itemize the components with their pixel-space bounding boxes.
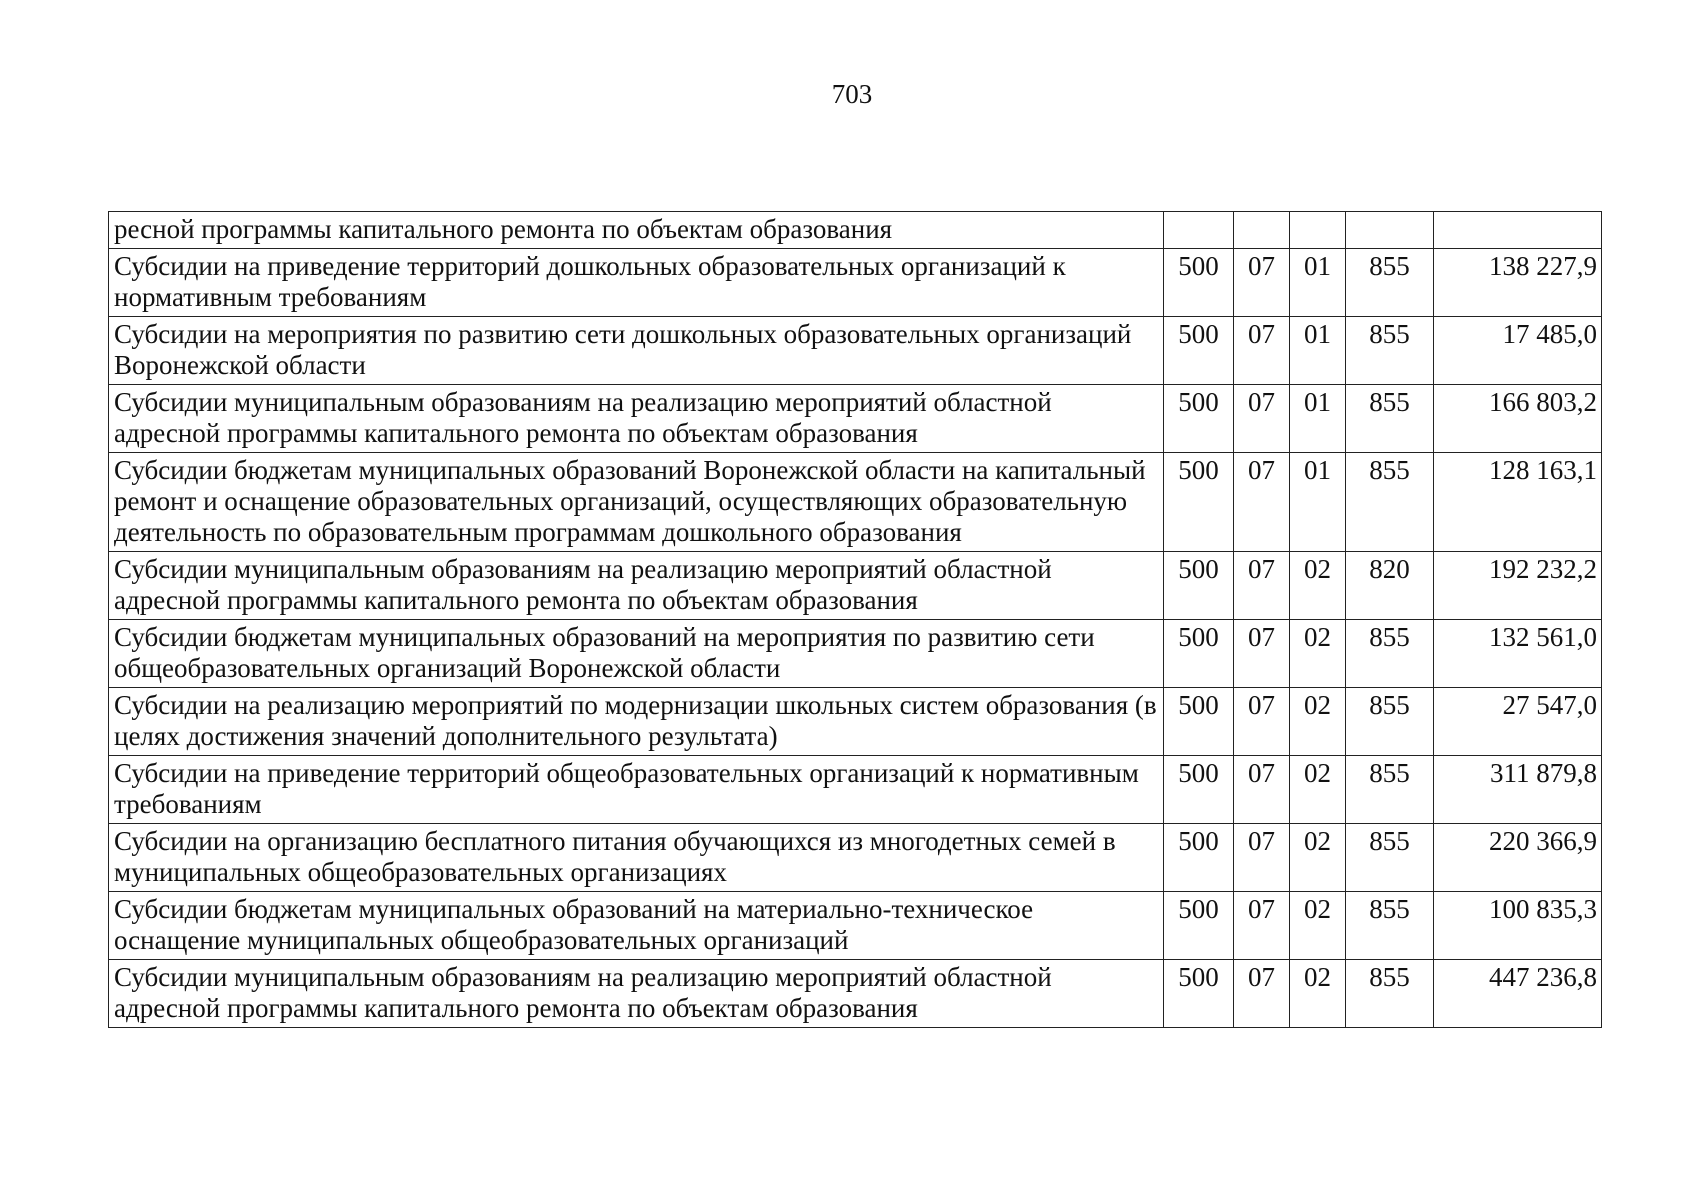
table-row [109,960,1602,1028]
amount: 220 366,9 [1434,824,1602,892]
ministry-code: 500 [1164,960,1234,1028]
subsection-code: 01 [1290,453,1346,552]
table-row [109,212,1602,249]
expense-type-code: 820 [1346,552,1434,620]
subsection-code: 01 [1290,317,1346,385]
ministry-code: 500 [1164,688,1234,756]
table-row [109,249,1602,317]
section-code [1234,212,1290,249]
expense-type-code: 855 [1346,317,1434,385]
subsection-code: 02 [1290,620,1346,688]
row-description: Субсидии муниципальным образованиям на реализацию мероприятий областной адресной программы капитального ремонта по объектам образования [109,385,1164,453]
table-row [109,552,1602,620]
expense-type-code: 855 [1346,824,1434,892]
subsection-code: 01 [1290,249,1346,317]
section-code: 07 [1234,756,1290,824]
section-code: 07 [1234,892,1290,960]
row-description: Субсидии на приведение территорий общеобразовательных организаций к нормативным требованиям [109,756,1164,824]
section-code: 07 [1234,453,1290,552]
section-code: 07 [1234,824,1290,892]
ministry-code: 500 [1164,756,1234,824]
amount: 138 227,9 [1434,249,1602,317]
expense-type-code: 855 [1346,688,1434,756]
table-row [109,892,1602,960]
subsection-code: 02 [1290,824,1346,892]
expense-type-code: 855 [1346,620,1434,688]
amount: 27 547,0 [1434,688,1602,756]
row-description: Субсидии бюджетам муниципальных образований на мероприятия по развитию сети общеобразовательных организаций Воронежской области [109,620,1164,688]
section-code: 07 [1234,620,1290,688]
ministry-code: 500 [1164,892,1234,960]
row-description: Субсидии муниципальным образованиям на реализацию мероприятий областной адресной программы капитального ремонта по объектам образования [109,960,1164,1028]
expense-type-code: 855 [1346,385,1434,453]
amount: 447 236,8 [1434,960,1602,1028]
row-description: Субсидии на мероприятия по развитию сети дошкольных образовательных организаций Воронежской области [109,317,1164,385]
amount: 132 561,0 [1434,620,1602,688]
expense-type-code: 855 [1346,892,1434,960]
amount: 311 879,8 [1434,756,1602,824]
row-description: ресной программы капитального ремонта по объектам образования [109,212,1164,249]
section-code: 07 [1234,249,1290,317]
table-row [109,756,1602,824]
row-description: Субсидии муниципальным образованиям на реализацию мероприятий областной адресной программы капитального ремонта по объектам образования [109,552,1164,620]
section-code: 07 [1234,552,1290,620]
section-code: 07 [1234,385,1290,453]
ministry-code: 500 [1164,552,1234,620]
section-code: 07 [1234,688,1290,756]
table-row [109,620,1602,688]
row-description: Субсидии на организацию бесплатного питания обучающихся из многодетных семей в муниципальных общеобразовательных организациях [109,824,1164,892]
ministry-code: 500 [1164,385,1234,453]
ministry-code: 500 [1164,620,1234,688]
table-row [109,824,1602,892]
budget-table [108,211,1602,1028]
amount: 100 835,3 [1434,892,1602,960]
expense-type-code [1346,212,1434,249]
expense-type-code: 855 [1346,756,1434,824]
ministry-code: 500 [1164,824,1234,892]
page-number: 703 [831,79,873,109]
ministry-code: 500 [1164,453,1234,552]
subsection-code: 02 [1290,552,1346,620]
subsection-code: 02 [1290,688,1346,756]
expense-type-code: 855 [1346,960,1434,1028]
expense-type-code: 855 [1346,453,1434,552]
amount: 166 803,2 [1434,385,1602,453]
table-row [109,688,1602,756]
table-row [109,317,1602,385]
subsection-code: 02 [1290,756,1346,824]
expense-type-code: 855 [1346,249,1434,317]
amount: 192 232,2 [1434,552,1602,620]
section-code: 07 [1234,317,1290,385]
subsection-code: 02 [1290,960,1346,1028]
amount: 128 163,1 [1434,453,1602,552]
section-code: 07 [1234,960,1290,1028]
ministry-code: 500 [1164,317,1234,385]
ministry-code: 500 [1164,249,1234,317]
table-row [109,453,1602,552]
subsection-code [1290,212,1346,249]
row-description: Субсидии бюджетам муниципальных образований на материально-техническое оснащение муниципальных общеобразовательных организаций [109,892,1164,960]
table-row [109,385,1602,453]
row-description: Субсидии бюджетам муниципальных образований Воронежской области на капитальный ремонт и оснащение образовательных организаций, осуществляющих образовательную деятельность по образовательным программам дошкольного образования [109,453,1164,552]
ministry-code [1164,212,1234,249]
amount: 17 485,0 [1434,317,1602,385]
subsection-code: 01 [1290,385,1346,453]
amount [1434,212,1602,249]
row-description: Субсидии на реализацию мероприятий по модернизации школьных систем образования (в целях достижения значений дополнительного результата) [109,688,1164,756]
row-description: Субсидии на приведение территорий дошкольных образовательных организаций к нормативным требованиям [109,249,1164,317]
subsection-code: 02 [1290,892,1346,960]
